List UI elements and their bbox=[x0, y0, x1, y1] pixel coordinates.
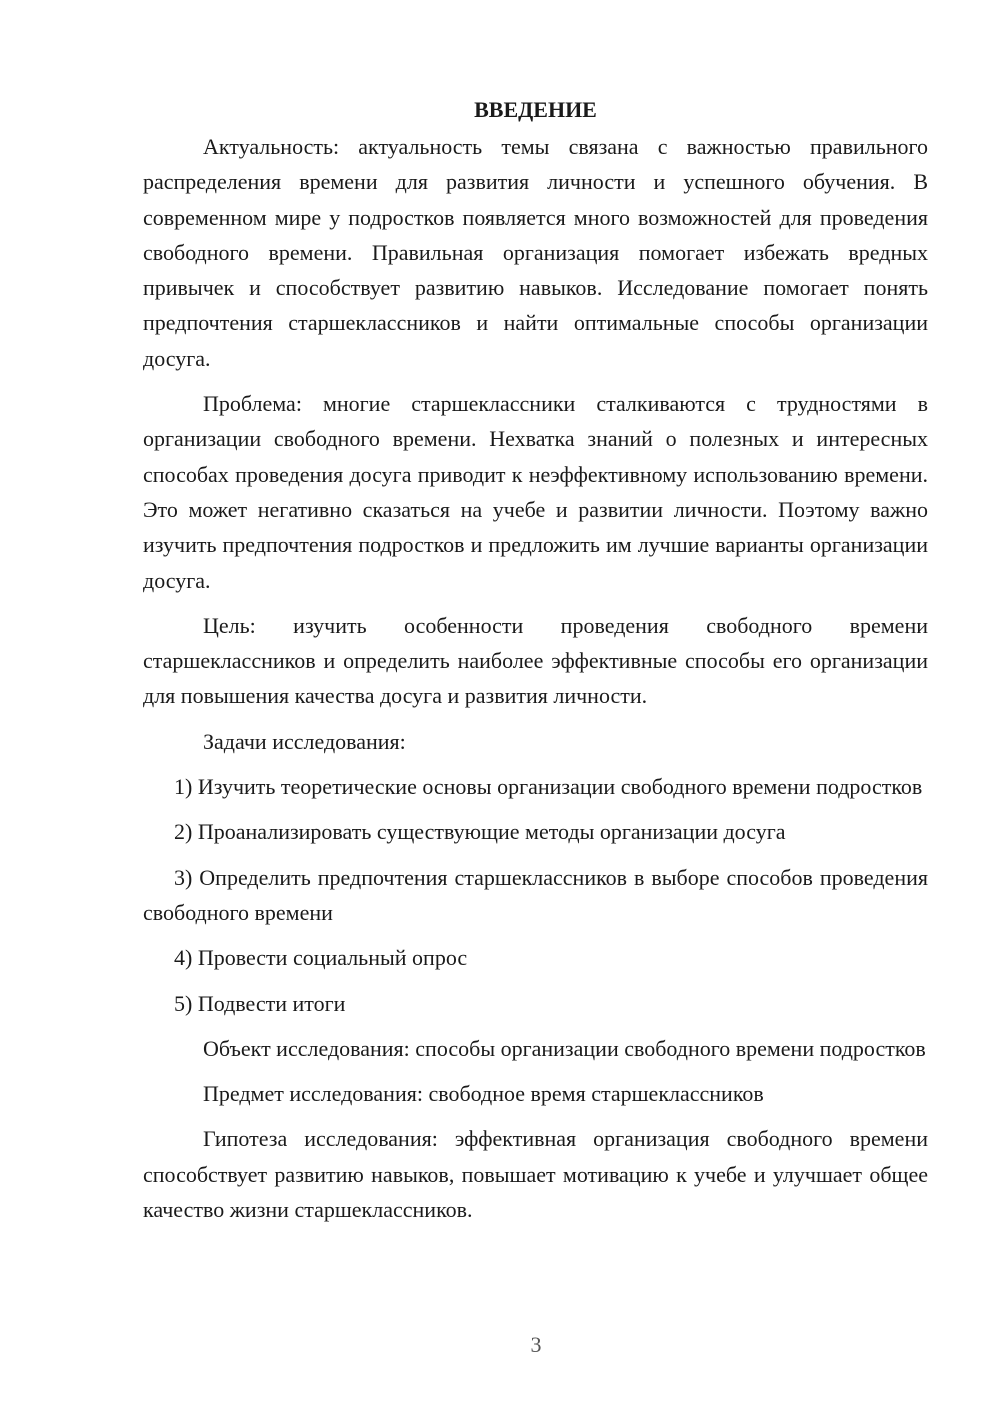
task-item-3: 3) Определить предпочтения старшеклассников в выборе способов проведения свободного времени bbox=[143, 864, 928, 925]
task-item-4: 4) Провести социальный опрос bbox=[174, 945, 468, 971]
paragraph-problem: Проблема: многие старшеклассники сталкиваются с трудностями в организации свободного времени. Нехватка знаний о полезных и интересных способах проведения досуга приводит к неэффективному использованию времени. Это может негативно сказаться на учебе и развитии личности. Поэтому важно изучить предпочтения подростков и предложить им лучшие варианты организации досуга. bbox=[143, 391, 928, 593]
page-number: 3 bbox=[530, 1332, 542, 1357]
task-item-5: 5) Подвести итоги bbox=[174, 990, 346, 1016]
paragraph-object: Объект исследования: способы организации свободного времени подростков bbox=[203, 1035, 926, 1061]
task-item-2: 2) Проанализировать существующие методы организации досуга bbox=[174, 819, 786, 845]
paragraph-hypothesis: Гипотеза исследования: эффективная организация свободного времени способствует развитию навыков, повышает мотивацию к учебе и улучшает общее качество жизни старшеклассников. bbox=[143, 1126, 928, 1223]
paragraph-goal: Цель: изучить особенности проведения свободного времени старшеклассников и определить наиболее эффективные способы его организации для повышения качества досуга и развития личности. bbox=[143, 612, 928, 709]
document-body bbox=[143, 92, 928, 1237]
tasks-heading: Задачи исследования: bbox=[203, 728, 406, 754]
task-item-1: 1) Изучить теоретические основы организации свободного времени подростков bbox=[174, 774, 923, 800]
paragraph-relevance: Актуальность: актуальность темы связана с важностью правильного распределения времени для развития личности и успешного обучения. В современном мире у подростков появляется много возможностей для проведения свободного времени. Правильная организация помогает избежать вредных привычек и способствует развитию навыков. Исследование помогает понять предпочтения старшеклассников и найти оптимальные способы организации досуга. bbox=[143, 134, 928, 371]
paragraph-subject: Предмет исследования: свободное время старшеклассников bbox=[203, 1081, 764, 1107]
page-title: ВВЕДЕНИЕ bbox=[474, 97, 597, 122]
